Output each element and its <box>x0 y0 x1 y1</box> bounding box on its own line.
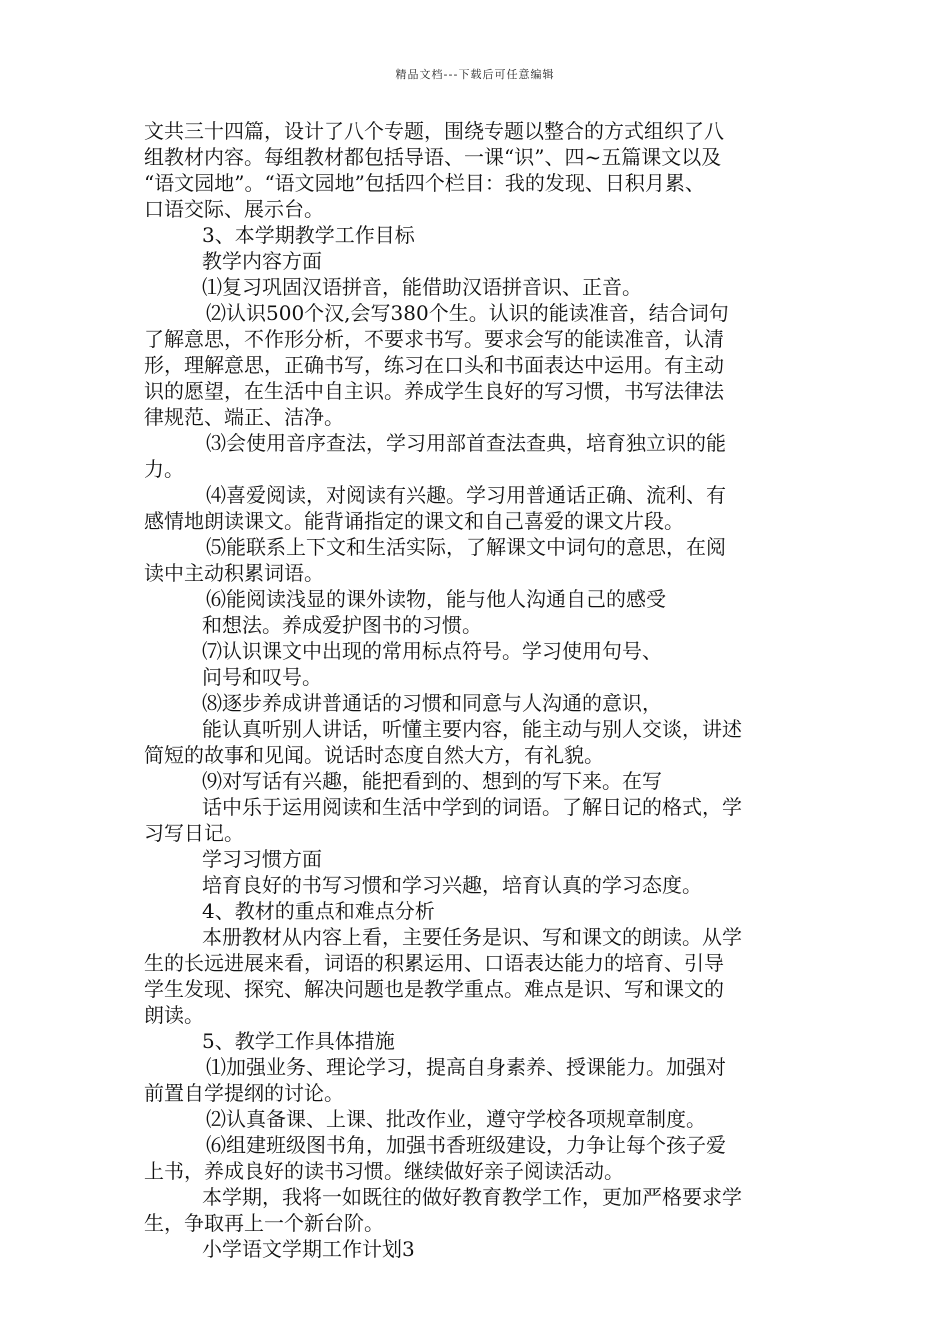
text-line: 前置自学提纲的讨论。 <box>144 1081 344 1105</box>
text-line: 了解意思，不作形分析，不要求书写。要求会写的能读准音，认清 <box>144 327 724 351</box>
text-line: ⑵认真备课、上课、批改作业，遵守学校各项规章制度。 <box>206 1107 706 1131</box>
text-line: 律规范、端正、洁净。 <box>144 405 344 429</box>
text-line: 识的愿望，在生活中自主识。养成学生良好的写习惯，书写法律法 <box>144 379 724 403</box>
text-line: ⑴加强业务、理论学习，提高自身素养、授课能力。加强对 <box>206 1055 726 1079</box>
text-line: 读中主动积累词语。 <box>144 561 324 585</box>
text-line: 教学内容方面 <box>202 249 322 273</box>
text-line: 3、本学期教学工作目标 <box>202 223 415 247</box>
text-line: 感情地朗读课文。能背诵指定的课文和自己喜爱的课文片段。 <box>144 509 684 533</box>
text-line: 问号和叹号。 <box>202 665 322 689</box>
document-body <box>144 118 824 1262</box>
text-line: 5、教学工作具体措施 <box>202 1029 395 1053</box>
text-line: ⑼对写话有兴趣，能把看到的、想到的写下来。在写 <box>202 769 662 793</box>
text-line: ⑷喜爱阅读，对阅读有兴趣。学习用普通话正确、流利、有 <box>206 483 726 507</box>
text-line: 能认真听别人讲话，听懂主要内容，能主动与别人交谈，讲述 <box>202 717 742 741</box>
text-line: 生，争取再上一个新台阶。 <box>144 1211 384 1235</box>
text-line: 形，理解意思，正确书写，练习在口头和书面表达中运用。有主动 <box>144 353 724 377</box>
text-line: 培育良好的书写习惯和学习兴趣，培育认真的学习态度。 <box>202 873 702 897</box>
text-line: ⑹能阅读浅显的课外读物，能与他人沟通自己的感受 <box>206 587 666 611</box>
page-header: 精品文档---下载后可任意编辑 <box>395 68 555 81</box>
text-line: 文共三十四篇，设计了八个专题，围绕专题以整合的方式组织了八 <box>144 119 724 143</box>
text-line: 上书，养成良好的读书习惯。继续做好亲子阅读活动。 <box>144 1159 624 1183</box>
text-line: 话中乐于运用阅读和生活中学到的词语。了解日记的格式，学 <box>202 795 742 819</box>
text-line: 本册教材从内容上看，主要任务是识、写和课文的朗读。从学 <box>202 925 742 949</box>
text-line: ⑶会使用音序查法，学习用部首查法查典，培育独立识的能 <box>206 431 726 455</box>
text-line: 习写日记。 <box>144 821 244 845</box>
text-line: 力。 <box>144 457 184 481</box>
text-line: “语文园地”。“语文园地”包括四个栏目：我的发现、日积月累、 <box>144 171 705 195</box>
text-line: 4、教材的重点和难点分析 <box>202 899 435 923</box>
text-line: 组教材内容。每组教材都包括导语、一课“识”、四~五篇课文以及 <box>144 145 722 169</box>
text-line: ⑴复习巩固汉语拼音，能借助汉语拼音识、正音。 <box>202 275 642 299</box>
text-line: 生的长远进展来看，词语的积累运用、口语表达能力的培育、引导 <box>144 951 724 975</box>
text-line: ⑹组建班级图书角，加强书香班级建设，力争让每个孩子爱 <box>206 1133 726 1157</box>
text-line: 朗读。 <box>144 1003 204 1027</box>
text-line: 小学语文学期工作计划3 <box>202 1237 415 1261</box>
text-line: ⑸能联系上下文和生活实际，了解课文中词句的意思，在阅 <box>206 535 726 559</box>
text-line: ⑻逐步养成讲普通话的习惯和同意与人沟通的意识， <box>202 691 662 715</box>
text-line: ⑺认识课文中出现的常用标点符号。学习使用句号、 <box>202 639 662 663</box>
text-line: 学生发现、探究、解决问题也是教学重点。难点是识、写和课文的 <box>144 977 724 1001</box>
text-line: 口语交际、展示台。 <box>144 197 324 221</box>
text-line: 本学期，我将一如既往的做好教育教学工作，更加严格要求学 <box>202 1185 742 1209</box>
text-line: 和想法。养成爱护图书的习惯。 <box>202 613 482 637</box>
text-line: 简短的故事和见闻。说话时态度自然大方，有礼貌。 <box>144 743 604 767</box>
text-line: ⑵认识500个汉,会写380个生。认识的能读准音，结合词句 <box>206 301 729 325</box>
text-line: 学习习惯方面 <box>202 847 322 871</box>
